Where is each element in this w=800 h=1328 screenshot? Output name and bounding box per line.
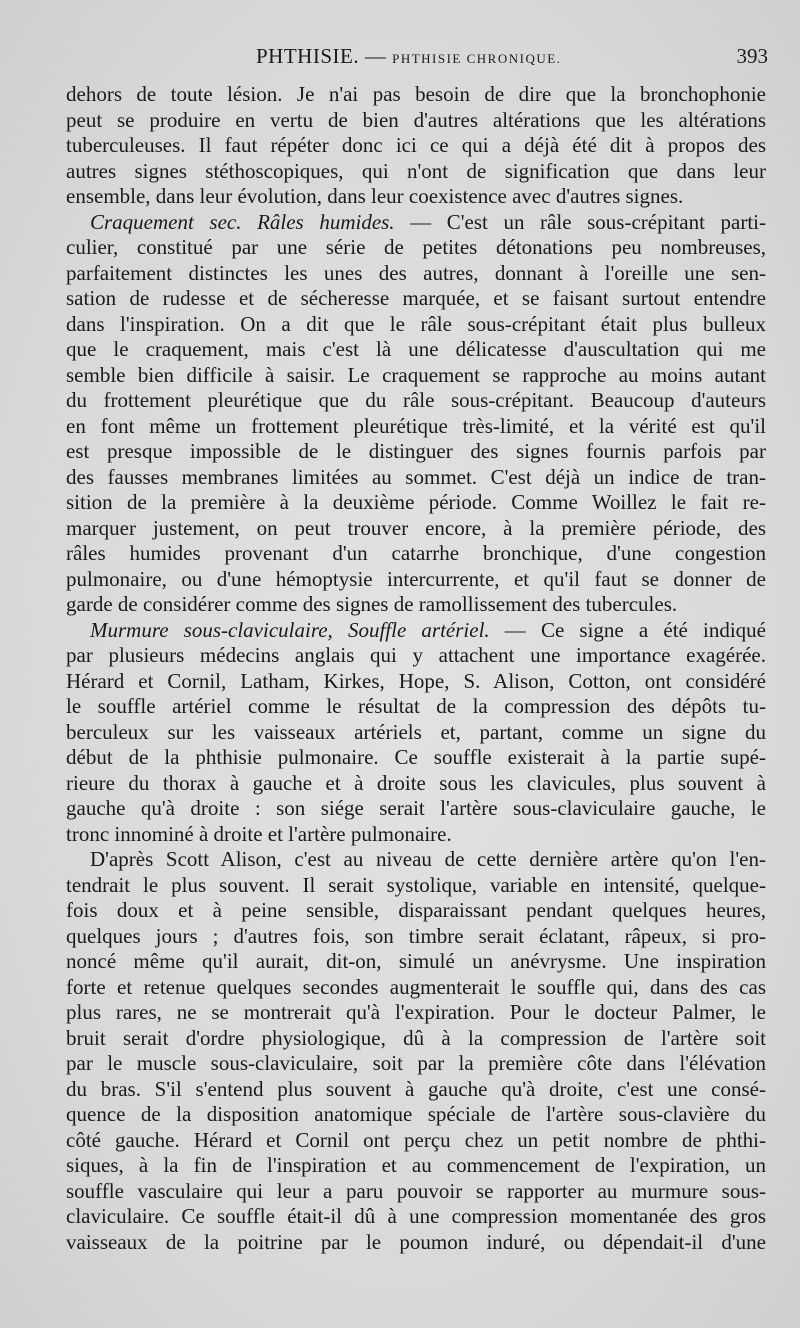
header-subtitle: PHTHISIE CHRONIQUE. (392, 51, 562, 66)
line-text: — C'est un râle sous-crépitant parti- (394, 209, 766, 234)
text-line (66, 261, 766, 287)
text-line (66, 771, 766, 797)
text-line (66, 210, 766, 236)
text-line (66, 1102, 766, 1128)
line-text: berculeux sur les vaisseaux artériels et, partant, comme un signe du (66, 719, 766, 744)
text-line (66, 1230, 766, 1256)
text-line (66, 1000, 766, 1026)
line-text: quelques jours ; d'autres fois, son timbre serait éclatant, râpeux, si pro- (66, 923, 766, 948)
line-text: plus rares, ne se montrerait qu'à l'expiration. Pour le docteur Palmer, le (66, 1000, 766, 1024)
text-line (66, 1179, 766, 1205)
text-line (66, 567, 766, 593)
text-line (66, 975, 766, 1001)
line-text: semble bien difficile à saisir. Le craquement se rapproche au moins autant (66, 362, 766, 387)
line-text: fois doux et à peine sensible, disparaissant pendant quelques heures, (66, 898, 766, 922)
text-line (66, 898, 766, 924)
text-line (66, 388, 766, 414)
line-text: garde de considérer comme des signes de ramollissement des tubercules. (66, 592, 678, 616)
line-text: est presque impossible de le distinguer des signes fournis parfois par (66, 439, 766, 463)
line-text: râles humides provenant d'un catarrhe bronchique, d'une congestion (66, 541, 766, 565)
header-title: PHTHISIE. (256, 44, 360, 68)
text-line (66, 847, 766, 873)
line-text: marquer justement, on peut trouver encore, à la première période, des (66, 515, 766, 540)
running-title (256, 44, 561, 69)
line-text: gauche qu'à droite : son siége serait l'artère sous-claviculaire gauche, le (66, 796, 766, 820)
line-text: autres signes stéthoscopiques, qui n'ont de signification que dans leur (66, 158, 766, 183)
text-line (66, 669, 766, 695)
text-line (66, 924, 766, 950)
text-line (66, 618, 766, 644)
line-text: tendrait le plus souvent. Il serait systolique, variable en intensité, quelque- (66, 872, 766, 897)
text-line (66, 1128, 766, 1154)
page-number: 393 (736, 44, 768, 68)
text-line (66, 720, 766, 746)
text-line (66, 82, 766, 108)
text-line (66, 643, 766, 669)
text-line (66, 592, 766, 618)
line-text: tronc innominé à droite et l'artère pulmonaire. (66, 821, 452, 846)
text-line (66, 439, 766, 465)
text-line (66, 541, 766, 567)
text-line (66, 694, 766, 720)
text-line (66, 363, 766, 389)
text-line (66, 490, 766, 516)
line-text: claviculaire. Ce souffle était-il dû à une compression momentanée des gros (66, 1204, 766, 1228)
line-text: du bras. S'il s'entend plus souvent à gauche qu'à droite, c'est une consé- (66, 1076, 766, 1101)
line-text: — Ce signe a été indiqué (489, 617, 766, 642)
text-line (66, 414, 766, 440)
line-text: dans l'inspiration. On a dit que le râle sous-crépitant était plus bulleux (66, 311, 766, 336)
text-line (66, 873, 766, 899)
line-text: dehors de toute lésion. Je n'ai pas besoin de dire que la bronchophonie (66, 82, 766, 106)
line-text: siques, à la fin de l'inspiration et au commencement de l'expiration, un (66, 1153, 766, 1177)
text-line (66, 745, 766, 771)
italic-heading: Murmure sous-claviculaire, Souffle artériel. (90, 617, 490, 642)
line-text: des fausses membranes limitées au sommet. C'est déjà un indice de tran- (66, 464, 766, 489)
text-line (66, 108, 766, 134)
text-line (66, 1204, 766, 1230)
line-text: parfaitement distinctes les unes des autres, donnant à l'oreille une sen- (66, 260, 766, 285)
line-text: peut se produire en vertu de bien d'autres altérations que les altérations (66, 107, 766, 132)
text-line (66, 796, 766, 822)
text-line (66, 184, 766, 210)
text-line (66, 286, 766, 312)
text-line (66, 1026, 766, 1052)
line-text: du frottement pleurétique que du râle sous-crépitant. Beaucoup d'auteurs (66, 388, 766, 412)
body-text (66, 82, 766, 1255)
text-line (66, 312, 766, 338)
line-text: pulmonaire, ou d'une hémoptysie intercurrente, et qu'il faut se donner de (66, 566, 766, 591)
text-line (66, 235, 766, 261)
header-dash: — (359, 44, 393, 68)
text-line (66, 133, 766, 159)
line-text: côté gauche. Hérard et Cornil ont perçu chez un petit nombre de phthi- (66, 1127, 766, 1152)
line-text: vaisseaux de la poitrine par le poumon induré, ou dépendait-il d'une (66, 1229, 766, 1254)
line-text: rieure du thorax à gauche et à droite sous les clavicules, plus souvent à (66, 770, 766, 795)
line-text: culier, constitué par une série de petites détonations peu nombreuses, (66, 235, 766, 259)
line-text: ensemble, dans leur évolution, dans leur coexistence avec d'autres signes. (66, 184, 684, 208)
line-text: le souffle artériel comme le résultat de la compression des dépôts tu- (66, 694, 766, 718)
line-text: par plusieurs médecins anglais qui y attachent une importance exagérée. (66, 643, 766, 667)
line-text: souffle vasculaire qui leur a paru pouvoir se rapporter au murmure sous- (66, 1178, 766, 1203)
text-line (66, 949, 766, 975)
text-line (66, 516, 766, 542)
line-text: bruit serait d'ordre physiologique, dû à la compression de l'artère soit (66, 1025, 766, 1050)
line-text: Hérard et Cornil, Latham, Kirkes, Hope, S. Alison, Cotton, ont considéré (66, 668, 766, 693)
line-text: D'après Scott Alison, c'est au niveau de cette dernière artère qu'on l'en- (90, 847, 766, 871)
line-text: quence de la disposition anatomique spéciale de l'artère sous-clavière du (66, 1102, 766, 1126)
running-header (60, 44, 768, 78)
line-text: sition de la première à la deuxième période. Comme Woillez le fait re- (66, 490, 766, 514)
line-text: tuberculeuses. Il faut répéter donc ici ce qui a déjà été dit à propos des (66, 133, 766, 157)
text-line (66, 1051, 766, 1077)
text-line (66, 822, 766, 848)
text-line (66, 465, 766, 491)
line-text: forte et retenue quelques secondes augmenterait le souffle qui, dans des cas (66, 974, 766, 999)
text-line (66, 1077, 766, 1103)
line-text: que le craquement, mais c'est là une délicatesse d'auscultation qui me (66, 337, 766, 361)
line-text: noncé même qu'il aurait, dit-on, simulé un anévrysme. Une inspiration (66, 949, 766, 973)
text-line (66, 159, 766, 185)
italic-heading: Craquement sec. Râles humides. (90, 209, 395, 234)
text-line (66, 337, 766, 363)
text-line (66, 1153, 766, 1179)
line-text: début de la phthisie pulmonaire. Ce souffle existerait à la partie supé- (66, 745, 766, 769)
line-text: sation de rudesse et de sécheresse marquée, et se faisant surtout entendre (66, 286, 766, 310)
line-text: en font même un frottement pleurétique très-limité, et la vérité est qu'il (66, 413, 766, 438)
line-text: par le muscle sous-claviculaire, soit par la première côte dans l'élévation (66, 1051, 766, 1075)
